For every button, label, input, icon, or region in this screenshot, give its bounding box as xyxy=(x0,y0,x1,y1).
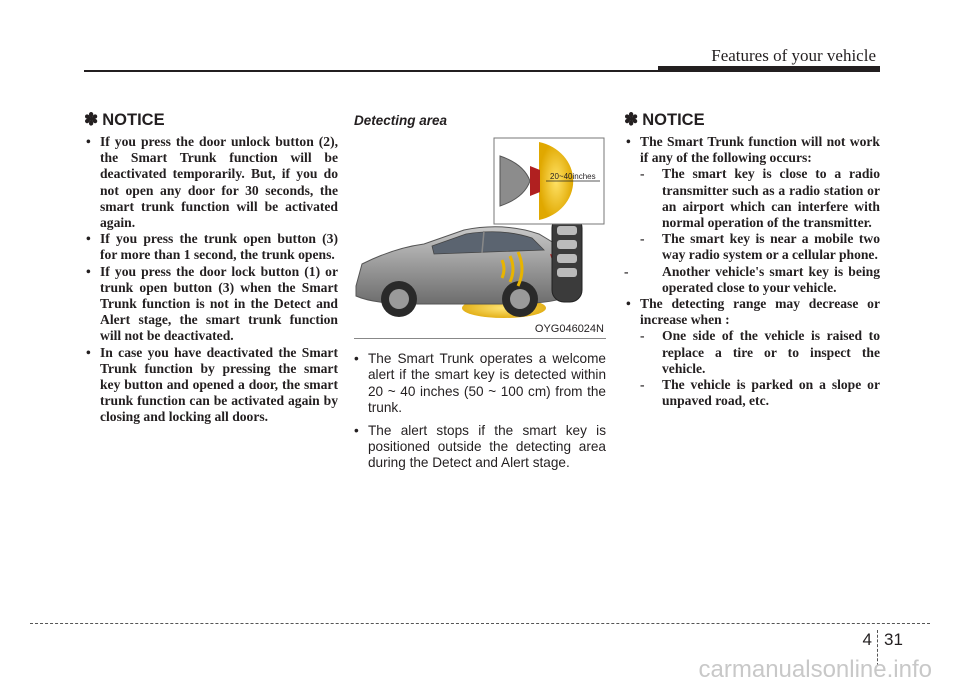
notice-title-text: NOTICE xyxy=(102,110,165,129)
list-item: • In case you have deactivated the Smart Trunk function by pressing the smart key button and opened a door, the smart trunk function can be activated again by closing and locking all doors. xyxy=(84,345,338,426)
sub-item: - One side of the vehicle is raised to replace a tire or to inspect the vehicle. xyxy=(640,328,880,377)
notice-list-left xyxy=(84,134,338,426)
bullet-text: The detecting range may decrease or increase when : xyxy=(640,296,880,328)
notice-heading-right xyxy=(624,110,880,130)
detecting-area-figure xyxy=(354,136,606,339)
page-number: 31 xyxy=(884,630,903,649)
page-header-title: Features of your vehicle xyxy=(711,46,876,65)
list-item: • The Smart Trunk operates a welcome alert if the smart key is detected within 20 ~ 40 inches (50 ~ 100 cm) from the trunk. xyxy=(354,351,606,417)
sub-item: - The smart key is near a mobile two way radio system or a cellular phone. xyxy=(640,231,880,263)
figure-caption: OYG046024N xyxy=(534,323,604,335)
list-item: • If you press the trunk open button (3) for more than 1 second, the trunk opens. xyxy=(84,231,338,263)
footer-rule xyxy=(30,623,930,624)
list-item xyxy=(624,296,880,409)
middle-column xyxy=(354,110,606,478)
watermark: carmanualsonline.info xyxy=(698,656,932,683)
notice-list-right xyxy=(624,134,880,409)
notice-title-text: NOTICE xyxy=(642,110,705,129)
sub-item: - The smart key is close to a radio transmitter such as a radio station or an airport which can interfere with normal operation of the transmitter. xyxy=(640,166,880,231)
star-icon: ✽ xyxy=(84,110,99,129)
list-item xyxy=(624,134,880,296)
chapter-number: 4 xyxy=(862,630,872,649)
header-rule-accent xyxy=(658,66,880,71)
star-icon: ✽ xyxy=(624,110,639,129)
range-label: 20~40inches xyxy=(550,172,596,181)
list-item: • The alert stops if the smart key is positioned outside the detecting area during the Detect and Alert stage. xyxy=(354,423,606,472)
smart-key-icon xyxy=(552,216,582,302)
sub-item: - The vehicle is parked on a slope or unpaved road, etc. xyxy=(640,377,880,409)
notice-heading-left xyxy=(84,110,338,130)
left-column xyxy=(84,110,338,426)
sub-list xyxy=(640,166,880,296)
sub-list xyxy=(640,328,880,409)
list-item: • If you press the door unlock button (2), the Smart Trunk function will be deactivated temporarily. But, if you do not open any door for 30 seconds, the smart trunk function will be activated again. xyxy=(84,134,338,231)
list-item: • If you press the door lock button (1) or trunk open button (3) when the Smart Trunk function is not in the Detect and Alert stage, the smart trunk function will not be deactivated. xyxy=(84,264,338,345)
right-column xyxy=(624,110,880,409)
sub-item: - Another vehicle's smart key is being operated close to your vehicle. xyxy=(624,264,880,296)
car-illustration xyxy=(354,136,606,336)
section-title: Detecting area xyxy=(354,113,448,128)
bullet-text: The Smart Trunk function will not work if any of the following occurs: xyxy=(640,134,880,166)
detecting-area-list xyxy=(354,351,606,472)
